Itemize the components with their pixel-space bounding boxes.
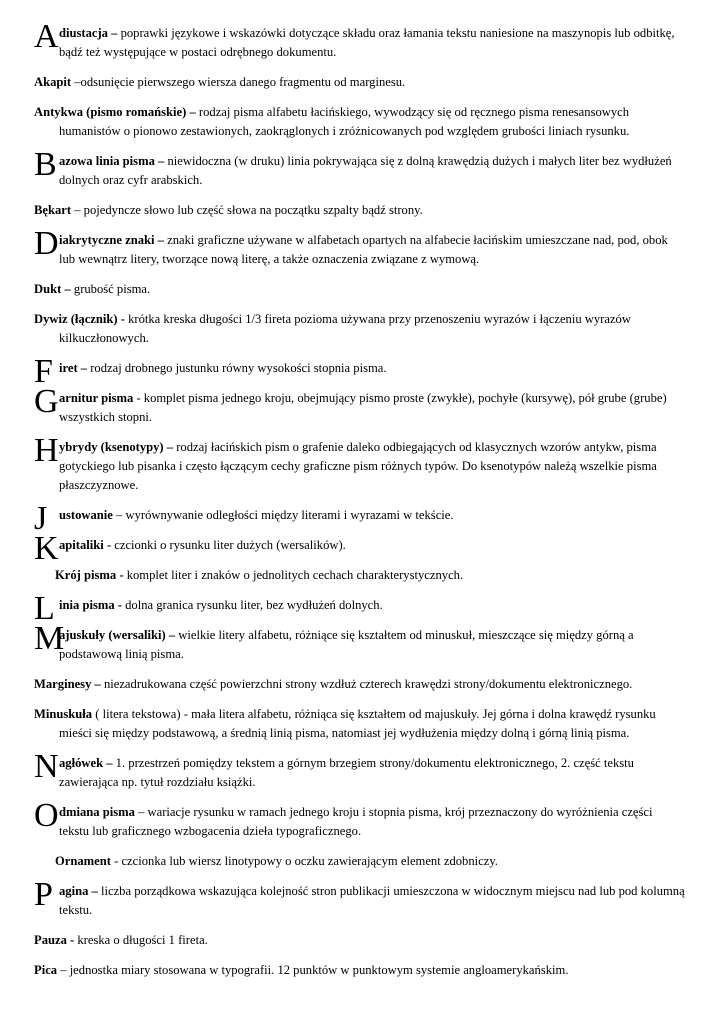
- glossary-term: ybrydy (ksenotypy) –: [59, 440, 174, 454]
- glossary-entry: [34, 201, 685, 220]
- glossary-entry: [34, 280, 685, 299]
- glossary-entry: [34, 705, 685, 743]
- glossary-term: Pica: [34, 963, 58, 977]
- glossary-definition: znaki graficzne używane w alfabetach opartych na alfabecie łacińskim umieszczane nad, pod, obok lub wewnątrz litery, tworzące nową literę, a także oznaczenia związane z wymową.: [59, 233, 668, 266]
- glossary-entry: [34, 353, 685, 390]
- glossary-term: inia pisma -: [59, 598, 122, 612]
- drop-cap-letter: A: [34, 18, 59, 55]
- glossary-definition: liczba porządkowa wskazująca kolejność stron publikacji umieszczona w widocznym miejscu nad lub pod kolumną tekstu.: [59, 884, 685, 917]
- drop-cap-letter: B: [34, 146, 57, 183]
- glossary-entry: [34, 675, 685, 694]
- glossary-term: Krój pisma -: [55, 568, 124, 582]
- glossary-term: Pauza -: [34, 933, 75, 947]
- drop-cap-letter: N: [34, 748, 59, 785]
- drop-cap-letter: D: [34, 225, 59, 262]
- glossary-entry: [34, 566, 685, 585]
- glossary-entry: [34, 18, 685, 62]
- glossary-term: iret –: [59, 361, 88, 375]
- drop-cap-letter: F: [34, 353, 53, 390]
- glossary-definition: dolna granica rysunku liter, bez wydłużeń dolnych.: [121, 598, 383, 612]
- glossary-entry: [34, 852, 685, 871]
- drop-cap-letter: K: [34, 530, 59, 567]
- glossary-term: arnitur pisma: [59, 391, 134, 405]
- glossary-entry: [34, 797, 685, 841]
- drop-cap-letter: L: [34, 590, 55, 627]
- glossary-entry: [34, 103, 685, 141]
- glossary-entry: [34, 73, 685, 92]
- drop-cap-letter: H: [34, 432, 59, 469]
- glossary-definition: – jednostka miary stosowana w typografii. 12 punktów w punktowym systemie angloamerykańskim.: [57, 963, 569, 977]
- glossary-definition: rodzaj pisma alfabetu łacińskiego, wywodzący się od ręcznego pisma renesansowych humanistów o pionowo zestawionych, zaokrąglonych i zróżnicowanych pod względem grubości liniach rysunku.: [59, 105, 630, 138]
- glossary-definition: niezadrukowana część powierzchni strony wzdłuż czterech krawędzi strony/dokumentu elektronicznego.: [100, 677, 633, 691]
- drop-cap-letter: P: [34, 876, 53, 913]
- drop-cap-letter: O: [34, 797, 59, 834]
- glossary-entry: [34, 530, 685, 567]
- glossary-definition: kreska o długości 1 fireta.: [74, 933, 208, 947]
- glossary-definition: poprawki językowe i wskazówki dotyczące składu oraz łamania tekstu naniesione na maszynopis lub odbitkę, bądź też występujące w postaci odrębnego dokumentu.: [59, 26, 675, 59]
- glossary-term: agina –: [59, 884, 98, 898]
- glossary-definition: – pojedyncze słowo lub część słowa na początku szpalty bądź strony.: [71, 203, 423, 217]
- glossary-definition: rodzaj drobnego justunku równy wysokości stopnia pisma.: [87, 361, 387, 375]
- glossary-term: ustowanie: [59, 508, 113, 522]
- glossary-term: Dukt –: [34, 282, 71, 296]
- glossary-entry: [34, 432, 685, 495]
- glossary-term: Akapit: [34, 75, 72, 89]
- glossary-entry: [34, 225, 685, 269]
- glossary-definition: ( litera tekstowa) - mała litera alfabetu, różniąca się kształtem od majuskuły. Jej górna i dolna krawędź rysunku mieści się między podstawową, a średnią linią pisma, natomiast jej wydłużenia między dolną i górną linią pisma.: [59, 707, 656, 740]
- glossary-term: azowa linia pisma –: [59, 154, 165, 168]
- drop-cap-letter: J: [34, 500, 48, 537]
- glossary-definition: – wariacje rysunku w ramach jednego kroju i stopnia pisma, krój przeznaczony do wyróżnienia części tekstu lub graficznego wzbogacenia dzieła typograficznego.: [59, 805, 653, 838]
- glossary-definition: - czcionka lub wiersz linotypowy o oczku zawierającym element zdobniczy.: [110, 854, 498, 868]
- glossary-entry: [34, 748, 685, 792]
- glossary-entry: [34, 500, 685, 537]
- glossary-entry: [34, 590, 685, 627]
- glossary-term: Minuskuła: [34, 707, 93, 721]
- glossary-definition: –odsunięcie pierwszego wiersza danego fragmentu od marginesu.: [71, 75, 406, 89]
- glossary-term: iakrytyczne znaki –: [59, 233, 164, 247]
- drop-cap-letter: M: [34, 620, 65, 657]
- glossary-entry: [34, 383, 685, 427]
- glossary-entry: [34, 310, 685, 348]
- glossary-definition: czcionki o rysunku liter dużych (wersalików).: [111, 538, 346, 552]
- glossary-term: Ornament: [55, 854, 111, 868]
- glossary-definition: krótka kreska długości 1/3 fireta pozioma używana przy przenoszeniu wyrazów i łączeniu wyrazów kilkuczłonowych.: [59, 312, 631, 345]
- glossary-term: diustacja –: [59, 26, 118, 40]
- glossary-term: Marginesy –: [34, 677, 101, 691]
- glossary-term: Bękart: [34, 203, 72, 217]
- glossary-term: dmiana pisma: [59, 805, 135, 819]
- glossary-definition: rodzaj łacińskich pism o grafenie daleko odbiegających od klasycznych wzorów antykw, pisma gotyckiego lub pisanka i często łączącym cechy graficzne pism różnych typów. Do ksenotypów należą wszelkie pisma płaszczyznowe.: [59, 440, 657, 492]
- glossary-term: ajuskuły (wersaliki) –: [59, 628, 176, 642]
- glossary-definition: grubość pisma.: [70, 282, 151, 296]
- glossary-definition: wielkie litery alfabetu, różniące się kształtem od minuskuł, mieszczące się między górną a podstawową linią pisma.: [59, 628, 634, 661]
- glossary-definition: komplet liter i znaków o jednolitych cechach charakterystycznych.: [123, 568, 464, 582]
- drop-cap-letter: G: [34, 383, 59, 420]
- glossary-definition: – wyrównywanie odległości między literami i wyrazami w tekście.: [112, 508, 454, 522]
- glossary-term: Antykwa (pismo romańskie) –: [34, 105, 196, 119]
- glossary-term: apitaliki -: [59, 538, 112, 552]
- glossary-definition: niewidoczna (w druku) linia pokrywająca się z dolną krawędzią dużych i małych liter bez wydłużeń dolnych oraz cyfr arabskich.: [59, 154, 672, 187]
- glossary-entry: [34, 620, 685, 664]
- glossary-entry: [34, 931, 685, 950]
- glossary-definition: 1. przestrzeń pomiędzy tekstem a górnym brzegiem strony/dokumentu elektronicznego, 2. część tekstu zawierająca np. tytuł rozdziału książki.: [59, 756, 634, 789]
- glossary-term: agłówek –: [59, 756, 113, 770]
- glossary-definition: - komplet pisma jednego kroju, obejmujący pismo proste (zwykłe), pochyłe (kursywę), pół grube (grube) wszystkich stopni.: [59, 391, 667, 424]
- glossary-entry: [34, 961, 685, 980]
- glossary-term: Dywiz (łącznik) -: [34, 312, 125, 326]
- glossary-entry: [34, 876, 685, 920]
- glossary-entry: [34, 146, 685, 190]
